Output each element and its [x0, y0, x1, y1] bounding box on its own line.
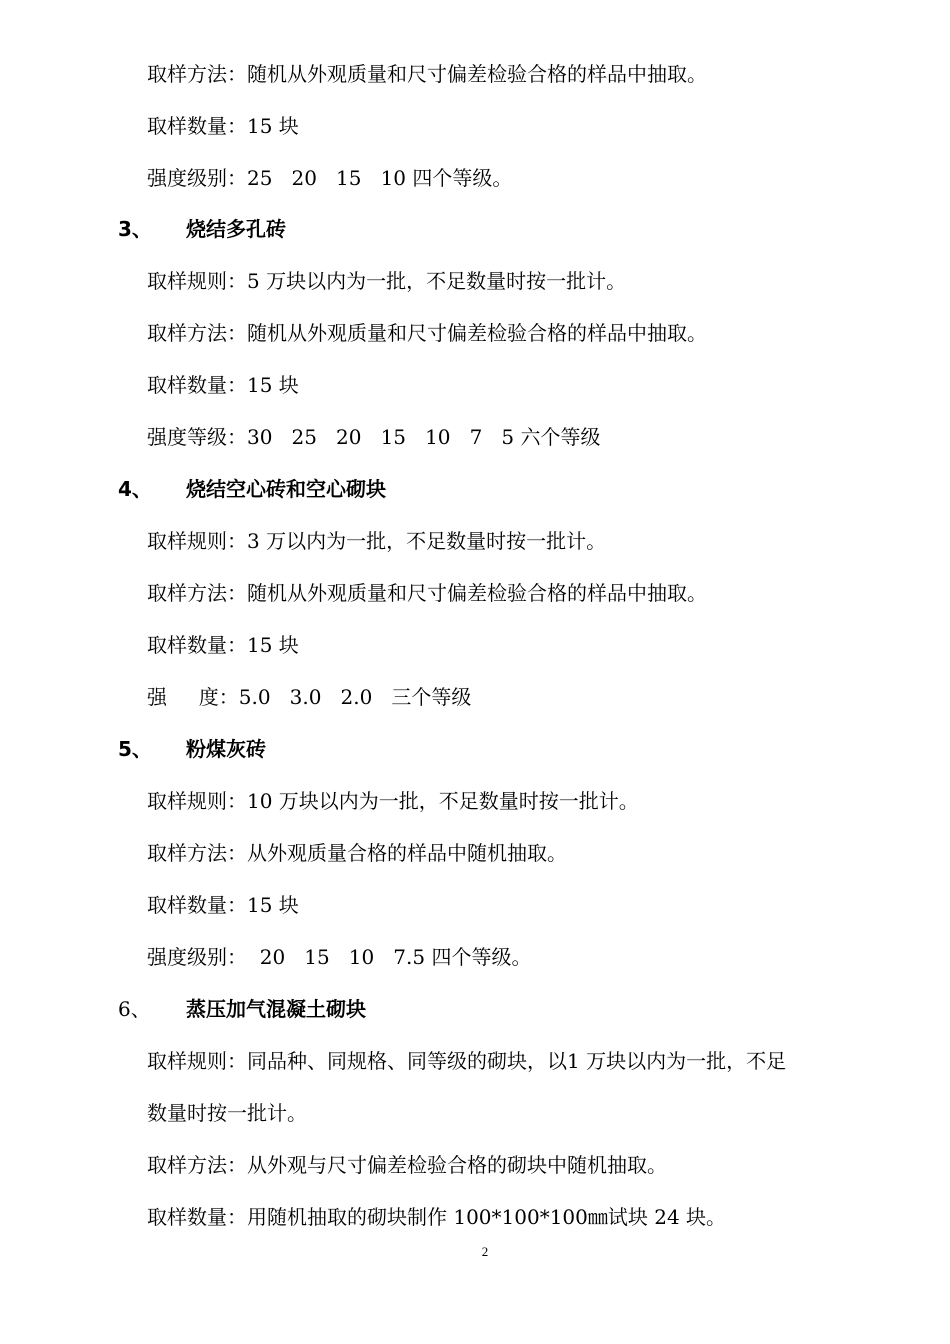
text-line: 强度级别： 20 15 10 7.5 四个等级。: [147, 945, 532, 969]
page-number: 2: [481, 1244, 489, 1259]
text-line: 取样数量：15 块: [147, 114, 299, 138]
text-line: 取样规则：同品种、同规格、同等级的砌块，以1 万块以内为一批，不足: [147, 1049, 787, 1073]
heading-title: 粉煤灰砖: [186, 737, 266, 761]
text-line: 强度等级：30 25 20 15 10 7 5 六个等级: [147, 425, 601, 449]
text-line: 强度级别：25 20 15 10 四个等级。: [147, 166, 513, 190]
text-line: 数量时按一批计。: [147, 1101, 307, 1125]
text-line: 取样规则：3 万以内为一批，不足数量时按一批计。: [147, 529, 607, 553]
text-line: 取样规则：5 万块以内为一批，不足数量时按一批计。: [147, 269, 627, 293]
section-heading-3: [0, 215, 950, 243]
text-line: 取样方法：从外观质量合格的样品中随机抽取。: [147, 841, 567, 865]
heading-title: 烧结多孔砖: [186, 217, 286, 241]
text-line: 取样方法：随机从外观质量和尺寸偏差检验合格的样品中抽取。: [147, 581, 707, 605]
text-line: 取样规则：10 万块以内为一批，不足数量时按一批计。: [147, 789, 639, 813]
text-line: 强 度：5.0 3.0 2.0 三个等级: [147, 685, 472, 709]
text-line: 取样方法：从外观与尺寸偏差检验合格的砌块中随机抽取。: [147, 1153, 667, 1177]
section-heading-5: [0, 735, 950, 763]
text-line: 取样数量：15 块: [147, 373, 299, 397]
text-line: 取样数量：15 块: [147, 633, 299, 657]
section-heading-4: [0, 475, 950, 503]
text-line: 取样方法：随机从外观质量和尺寸偏差检验合格的样品中抽取。: [147, 62, 707, 86]
section-heading-6: [0, 995, 950, 1023]
heading-number: 5、: [118, 737, 152, 761]
text-line: 取样数量：用随机抽取的砌块制作 100*100*100㎜试块 24 块。: [147, 1205, 727, 1229]
heading-title: 烧结空心砖和空心砌块: [186, 477, 386, 501]
text-line: 取样数量：15 块: [147, 893, 299, 917]
text-line: 取样方法：随机从外观质量和尺寸偏差检验合格的样品中抽取。: [147, 321, 707, 345]
heading-number: 6、: [118, 997, 151, 1021]
heading-title: 蒸压加气混凝土砌块: [186, 997, 366, 1021]
heading-number: 4、: [118, 477, 152, 501]
heading-number: 3、: [118, 217, 152, 241]
